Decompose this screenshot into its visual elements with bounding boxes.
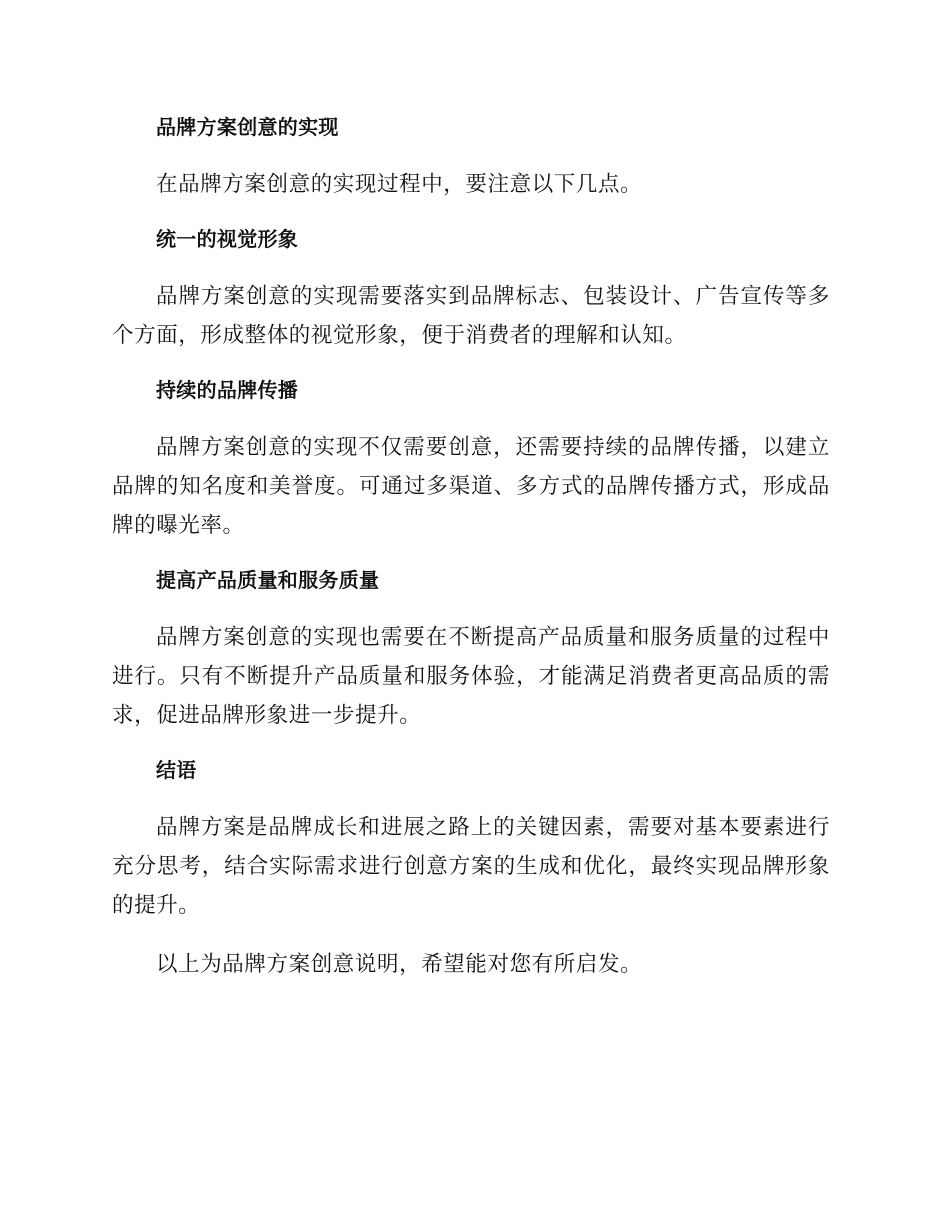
section-paragraph: 在品牌方案创意的实现过程中，要注意以下几点。 <box>156 172 643 197</box>
section-paragraph: 品牌方案创意的实现不仅需要创意，还需要持续的品牌传播，以建立品牌的知名度和美誉度。可通过多渠道、多方式的品牌传播方式，形成品牌的曝光率。 <box>112 435 830 538</box>
section-paragraph: 品牌方案是品牌成长和进展之路上的关键因素，需要对基本要素进行充分思考，结合实际需求进行创意方案的生成和优化，最终实现品牌形象的提升。 <box>112 815 830 918</box>
section-heading-implementation: 品牌方案创意的实现 <box>156 115 339 139</box>
section-heading-quality: 提高产品质量和服务质量 <box>156 568 380 592</box>
section-heading-brand-communication: 持续的品牌传播 <box>156 378 299 402</box>
document-body <box>112 112 830 1004</box>
section-heading-conclusion: 结语 <box>156 758 197 782</box>
section-heading-visual-identity: 统一的视觉形象 <box>156 227 299 251</box>
section-paragraph: 品牌方案创意的实现需要落实到品牌标志、包装设计、广告宣传等多个方面，形成整体的视觉形象，便于消费者的理解和认知。 <box>112 284 830 348</box>
section-paragraph: 品牌方案创意的实现也需要在不断提高产品质量和服务质量的过程中进行。只有不断提升产品质量和服务体验，才能满足消费者更高品质的需求，促进品牌形象进一步提升。 <box>112 625 830 728</box>
closing-paragraph: 以上为品牌方案创意说明，希望能对您有所启发。 <box>156 952 643 977</box>
